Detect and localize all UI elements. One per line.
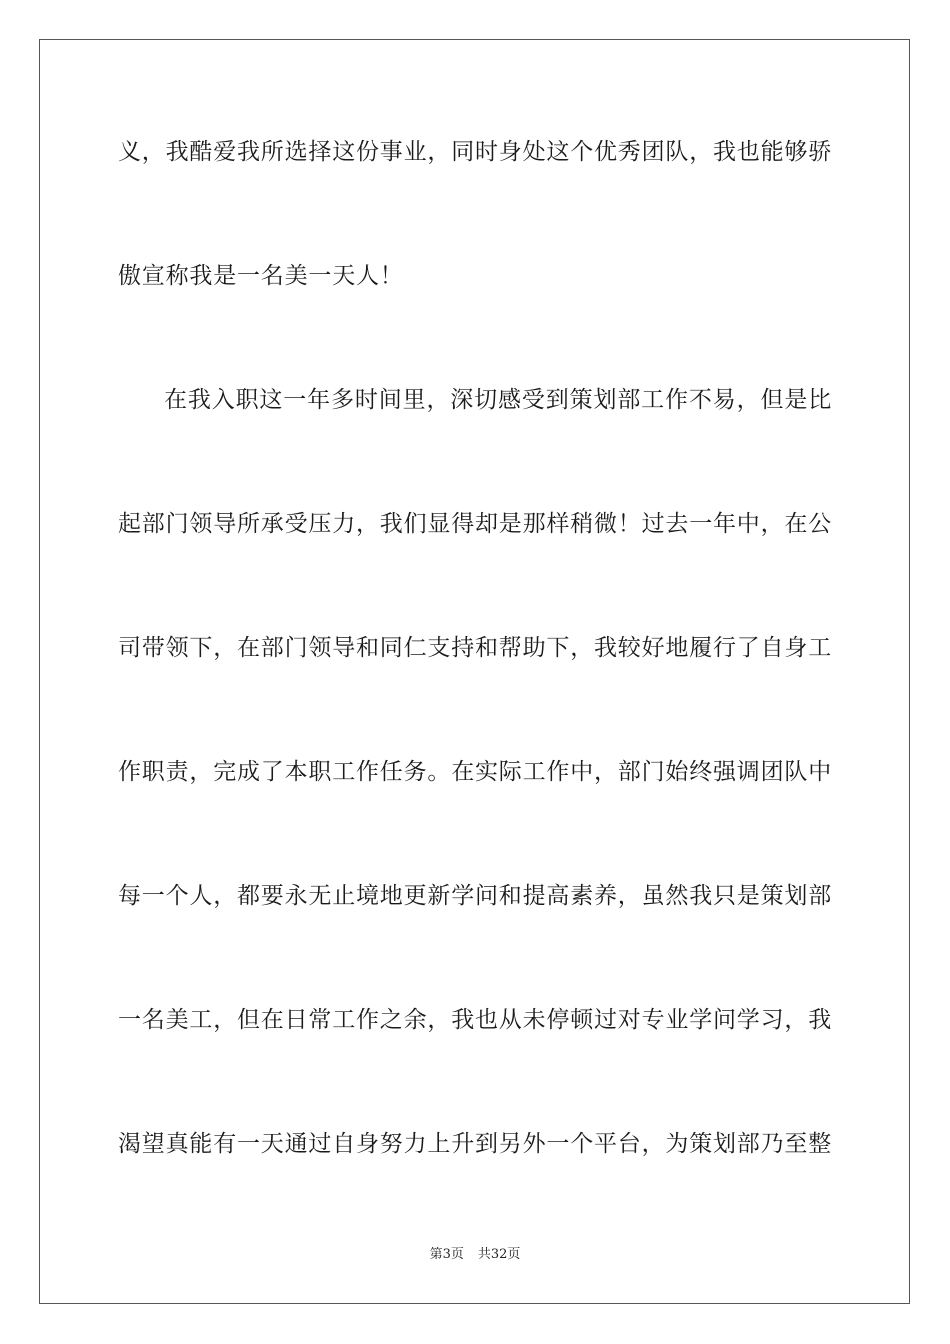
text-line: 义，我酷爱我所选择这份事业，同时身处这个优秀团队，我也能够骄 [118, 139, 832, 165]
page-total: 共32页 [477, 1247, 521, 1262]
page-border [39, 39, 910, 1304]
page-number: 第3页 [429, 1247, 464, 1262]
text-line: 傲宣称我是一名美一天人！ [118, 263, 404, 289]
text-line: 作职责，完成了本职工作任务。在实际工作中，部门始终强调团队中 [118, 759, 832, 785]
text-line: 司带领下，在部门领导和同仁支持和帮助下，我较好地履行了自身工 [118, 635, 832, 661]
text-line: 每一个人，都要永无止境地更新学问和提高素养，虽然我只是策划部 [118, 883, 832, 909]
text-line: 起部门领导所承受压力，我们显得却是那样稍微！过去一年中，在公 [118, 511, 832, 537]
text-line: 一名美工，但在日常工作之余，我也从未停顿过对专业学问学习，我 [118, 1007, 832, 1033]
text-line: 渴望真能有一天通过自身努力上升到另外一个平台，为策划部乃至整 [118, 1131, 832, 1157]
page-footer [0, 1246, 950, 1264]
text-line-paragraph-start: 在我入职这一年多时间里，深切感受到策划部工作不易，但是比 [164, 387, 832, 413]
